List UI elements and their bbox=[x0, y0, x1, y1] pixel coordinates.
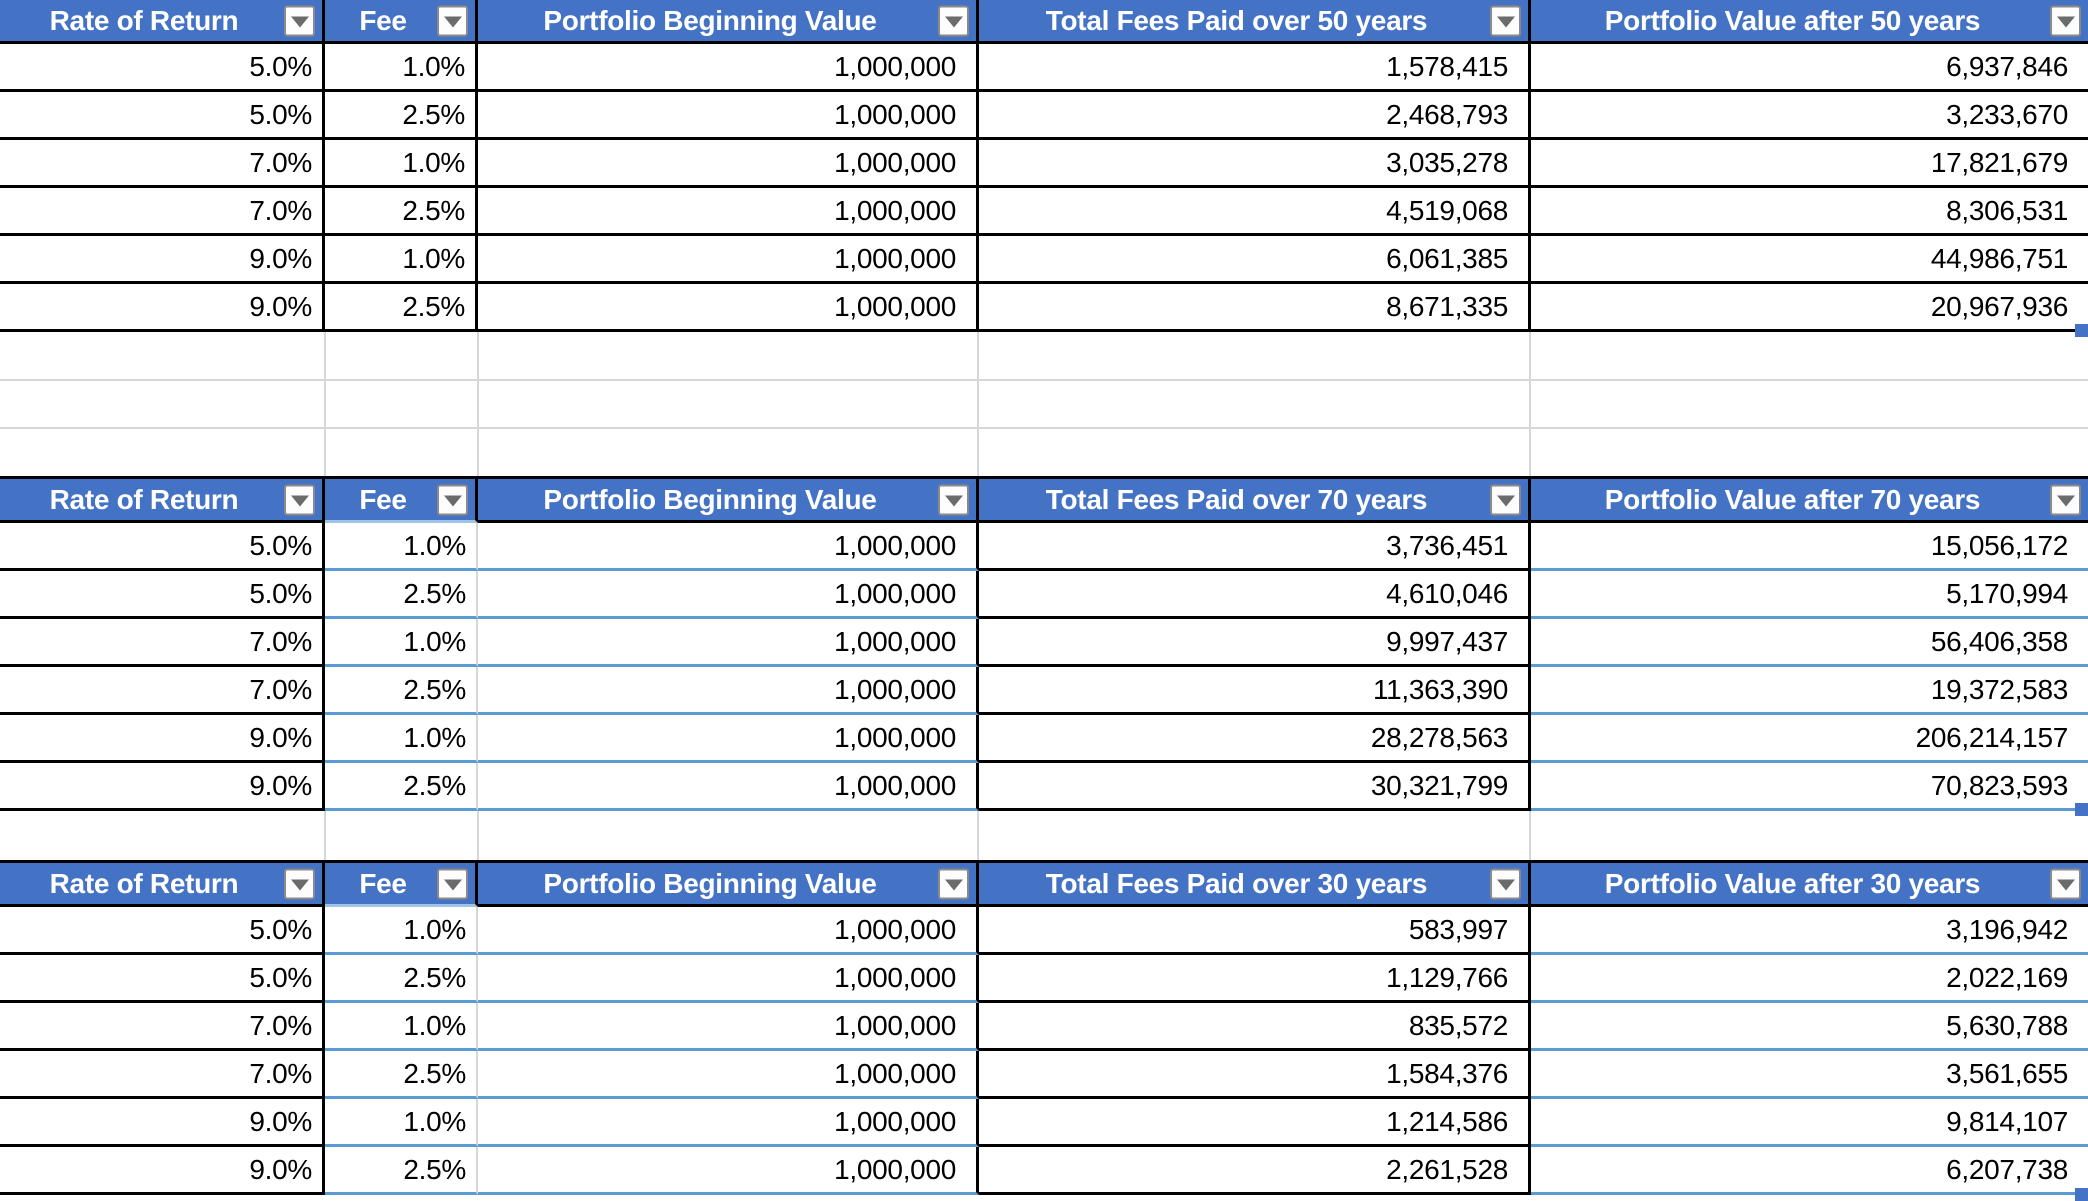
cell-total-fees-paid[interactable]: 11,363,390 bbox=[979, 667, 1531, 715]
column-header-portfolio-beginning-value bbox=[478, 479, 979, 523]
cell-portfolio-beginning-value[interactable]: 1,000,000 bbox=[478, 667, 979, 715]
table-row bbox=[0, 1051, 2088, 1099]
filter-dropdown-icon bbox=[945, 495, 963, 506]
filter-dropdown-icon bbox=[291, 879, 309, 890]
filter-dropdown-icon bbox=[945, 879, 963, 890]
filter-dropdown-button[interactable] bbox=[284, 5, 315, 36]
filter-dropdown-button[interactable] bbox=[1490, 484, 1521, 515]
cell-rate-of-return[interactable]: 7.0% bbox=[0, 1003, 325, 1051]
cell-fee[interactable]: 2.5% bbox=[325, 763, 478, 811]
cell-portfolio-value-after[interactable]: 6,937,846 bbox=[1531, 44, 2088, 92]
cell-portfolio-beginning-value[interactable]: 1,000,000 bbox=[478, 1147, 979, 1195]
filter-dropdown-icon bbox=[1497, 495, 1515, 506]
filter-dropdown-icon bbox=[444, 495, 462, 506]
filter-dropdown-button[interactable] bbox=[1490, 5, 1521, 36]
column-header-rate-of-return bbox=[0, 0, 325, 44]
cell-portfolio-value-after[interactable]: 19,372,583 bbox=[1531, 667, 2088, 715]
cell-fee[interactable]: 2.5% bbox=[325, 188, 478, 236]
cell-rate-of-return[interactable]: 5.0% bbox=[0, 44, 325, 92]
cell-total-fees-paid[interactable]: 8,671,335 bbox=[979, 284, 1531, 332]
table-body bbox=[0, 44, 2088, 332]
filter-dropdown-button[interactable] bbox=[938, 5, 969, 36]
column-header-label: Portfolio Beginning Value bbox=[543, 483, 877, 515]
cell-portfolio-value-after[interactable]: 5,170,994 bbox=[1531, 571, 2088, 619]
cell-fee[interactable]: 1.0% bbox=[325, 523, 478, 571]
cell-portfolio-beginning-value[interactable]: 1,000,000 bbox=[478, 1099, 979, 1147]
filter-dropdown-icon bbox=[444, 879, 462, 890]
column-header-total-fees-paid bbox=[979, 0, 1531, 44]
column-header-label: Portfolio Value after 50 years bbox=[1604, 4, 1981, 36]
cell-fee[interactable]: 2.5% bbox=[325, 571, 478, 619]
cell-fee[interactable]: 1.0% bbox=[325, 715, 478, 763]
filter-dropdown-button[interactable] bbox=[938, 484, 969, 515]
column-header-fee bbox=[325, 479, 478, 523]
cell-rate-of-return[interactable]: 9.0% bbox=[0, 763, 325, 811]
column-header-label: Total Fees Paid over 50 years bbox=[1045, 4, 1428, 36]
cell-total-fees-paid[interactable]: 3,736,451 bbox=[979, 523, 1531, 571]
gridline bbox=[1529, 331, 1531, 476]
filter-dropdown-button[interactable] bbox=[437, 484, 468, 515]
column-header-label: Rate of Return bbox=[49, 867, 239, 899]
cell-total-fees-paid[interactable]: 9,997,437 bbox=[979, 619, 1531, 667]
cell-fee[interactable]: 1.0% bbox=[325, 140, 478, 188]
column-header-label: Total Fees Paid over 30 years bbox=[1045, 867, 1428, 899]
cell-rate-of-return[interactable]: 5.0% bbox=[0, 907, 325, 955]
cell-portfolio-beginning-value[interactable]: 1,000,000 bbox=[478, 1003, 979, 1051]
column-header-label: Fee bbox=[359, 483, 407, 515]
column-header-label: Fee bbox=[359, 867, 407, 899]
cell-portfolio-value-after[interactable]: 5,630,788 bbox=[1531, 1003, 2088, 1051]
column-header-label: Rate of Return bbox=[49, 483, 239, 515]
cell-fee[interactable]: 2.5% bbox=[325, 1147, 478, 1195]
filter-dropdown-button[interactable] bbox=[2050, 484, 2081, 515]
cell-portfolio-beginning-value[interactable]: 1,000,000 bbox=[478, 907, 979, 955]
cell-portfolio-beginning-value[interactable]: 1,000,000 bbox=[478, 44, 979, 92]
filter-dropdown-icon bbox=[945, 16, 963, 27]
cell-rate-of-return[interactable]: 5.0% bbox=[0, 571, 325, 619]
column-header-portfolio-value-after bbox=[1531, 863, 2088, 907]
filter-dropdown-button[interactable] bbox=[284, 484, 315, 515]
cell-total-fees-paid[interactable]: 1,584,376 bbox=[979, 1051, 1531, 1099]
filter-dropdown-button[interactable] bbox=[437, 868, 468, 899]
cell-portfolio-value-after[interactable]: 2,022,169 bbox=[1531, 955, 2088, 1003]
cell-total-fees-paid[interactable]: 1,214,586 bbox=[979, 1099, 1531, 1147]
filter-dropdown-button[interactable] bbox=[938, 868, 969, 899]
cell-portfolio-beginning-value[interactable]: 1,000,000 bbox=[478, 188, 979, 236]
column-header-fee bbox=[325, 0, 478, 44]
table-row bbox=[0, 907, 2088, 955]
filter-dropdown-icon bbox=[2057, 495, 2075, 506]
column-header-label: Fee bbox=[359, 4, 407, 36]
filter-dropdown-icon bbox=[444, 16, 462, 27]
table-resize-handle[interactable] bbox=[2075, 324, 2088, 337]
table-row bbox=[0, 523, 2088, 571]
cell-rate-of-return[interactable]: 9.0% bbox=[0, 284, 325, 332]
cell-rate-of-return[interactable]: 5.0% bbox=[0, 92, 325, 140]
column-header-rate-of-return bbox=[0, 863, 325, 907]
cell-total-fees-paid[interactable]: 4,610,046 bbox=[979, 571, 1531, 619]
filter-dropdown-icon bbox=[1497, 16, 1515, 27]
table-row bbox=[0, 1147, 2088, 1195]
cell-fee[interactable]: 1.0% bbox=[325, 236, 478, 284]
cell-fee[interactable]: 1.0% bbox=[325, 619, 478, 667]
cell-rate-of-return[interactable]: 7.0% bbox=[0, 188, 325, 236]
column-header-portfolio-value-after bbox=[1531, 479, 2088, 523]
header-row bbox=[0, 479, 2088, 523]
cell-rate-of-return[interactable]: 9.0% bbox=[0, 1147, 325, 1195]
cell-rate-of-return[interactable]: 7.0% bbox=[0, 140, 325, 188]
table-resize-handle[interactable] bbox=[2075, 1188, 2088, 1201]
filter-dropdown-button[interactable] bbox=[1490, 868, 1521, 899]
table-body bbox=[0, 523, 2088, 811]
gridline bbox=[477, 811, 479, 860]
cell-portfolio-beginning-value[interactable]: 1,000,000 bbox=[478, 571, 979, 619]
cell-portfolio-beginning-value[interactable]: 1,000,000 bbox=[478, 955, 979, 1003]
cell-rate-of-return[interactable]: 7.0% bbox=[0, 667, 325, 715]
table-row bbox=[0, 1099, 2088, 1147]
column-header-label: Rate of Return bbox=[49, 4, 239, 36]
excel-table-30-years bbox=[0, 860, 2088, 1195]
cell-portfolio-value-after[interactable]: 44,986,751 bbox=[1531, 236, 2088, 284]
header-row bbox=[0, 863, 2088, 907]
table-row bbox=[0, 619, 2088, 667]
column-header-total-fees-paid bbox=[979, 479, 1531, 523]
cell-portfolio-beginning-value[interactable]: 1,000,000 bbox=[478, 236, 979, 284]
cell-rate-of-return[interactable]: 9.0% bbox=[0, 715, 325, 763]
cell-rate-of-return[interactable]: 5.0% bbox=[0, 955, 325, 1003]
filter-dropdown-button[interactable] bbox=[2050, 868, 2081, 899]
cell-total-fees-paid[interactable]: 1,578,415 bbox=[979, 44, 1531, 92]
column-header-label: Portfolio Beginning Value bbox=[543, 867, 877, 899]
header-row bbox=[0, 0, 2088, 44]
table-row bbox=[0, 140, 2088, 188]
cell-rate-of-return[interactable]: 9.0% bbox=[0, 236, 325, 284]
table-body bbox=[0, 907, 2088, 1195]
cell-portfolio-value-after[interactable]: 17,821,679 bbox=[1531, 140, 2088, 188]
gridline bbox=[0, 427, 2088, 429]
gridline bbox=[977, 331, 979, 476]
cell-total-fees-paid[interactable]: 1,129,766 bbox=[979, 955, 1531, 1003]
filter-dropdown-button[interactable] bbox=[437, 5, 468, 36]
cell-fee[interactable]: 1.0% bbox=[325, 44, 478, 92]
gridline bbox=[977, 811, 979, 860]
excel-table-50-years bbox=[0, 0, 2088, 332]
cell-portfolio-beginning-value[interactable]: 1,000,000 bbox=[478, 284, 979, 332]
cell-total-fees-paid[interactable]: 28,278,563 bbox=[979, 715, 1531, 763]
table-resize-handle[interactable] bbox=[2075, 803, 2088, 816]
column-header-total-fees-paid bbox=[979, 863, 1531, 907]
cell-portfolio-value-after[interactable]: 3,561,655 bbox=[1531, 1051, 2088, 1099]
cell-fee[interactable]: 1.0% bbox=[325, 907, 478, 955]
cell-rate-of-return[interactable]: 9.0% bbox=[0, 1099, 325, 1147]
cell-fee[interactable]: 2.5% bbox=[325, 284, 478, 332]
filter-dropdown-icon bbox=[2057, 16, 2075, 27]
cell-total-fees-paid[interactable]: 583,997 bbox=[979, 907, 1531, 955]
cell-portfolio-value-after[interactable]: 70,823,593 bbox=[1531, 763, 2088, 811]
table-row bbox=[0, 763, 2088, 811]
table-row bbox=[0, 236, 2088, 284]
table-row bbox=[0, 1003, 2088, 1051]
filter-dropdown-button[interactable] bbox=[284, 868, 315, 899]
cell-total-fees-paid[interactable]: 4,519,068 bbox=[979, 188, 1531, 236]
cell-fee[interactable]: 2.5% bbox=[325, 1051, 478, 1099]
table-row bbox=[0, 667, 2088, 715]
cell-portfolio-value-after[interactable]: 6,207,738 bbox=[1531, 1147, 2088, 1195]
cell-portfolio-beginning-value[interactable]: 1,000,000 bbox=[478, 92, 979, 140]
filter-dropdown-icon bbox=[291, 16, 309, 27]
cell-portfolio-beginning-value[interactable]: 1,000,000 bbox=[478, 763, 979, 811]
gridline bbox=[324, 811, 326, 860]
cell-portfolio-beginning-value[interactable]: 1,000,000 bbox=[478, 715, 979, 763]
column-header-portfolio-beginning-value bbox=[478, 863, 979, 907]
column-header-portfolio-beginning-value bbox=[478, 0, 979, 44]
table-row bbox=[0, 715, 2088, 763]
column-header-rate-of-return bbox=[0, 479, 325, 523]
table-row bbox=[0, 955, 2088, 1003]
table-row bbox=[0, 92, 2088, 140]
excel-table-70-years bbox=[0, 476, 2088, 811]
table-row bbox=[0, 188, 2088, 236]
cell-rate-of-return[interactable]: 5.0% bbox=[0, 523, 325, 571]
cell-total-fees-paid[interactable]: 6,061,385 bbox=[979, 236, 1531, 284]
cell-portfolio-beginning-value[interactable]: 1,000,000 bbox=[478, 619, 979, 667]
column-header-portfolio-value-after bbox=[1531, 0, 2088, 44]
cell-fee[interactable]: 2.5% bbox=[325, 92, 478, 140]
cell-rate-of-return[interactable]: 7.0% bbox=[0, 1051, 325, 1099]
cell-total-fees-paid[interactable]: 2,468,793 bbox=[979, 92, 1531, 140]
cell-fee[interactable]: 1.0% bbox=[325, 1099, 478, 1147]
cell-portfolio-value-after[interactable]: 15,056,172 bbox=[1531, 523, 2088, 571]
cell-portfolio-value-after[interactable]: 206,214,157 bbox=[1531, 715, 2088, 763]
cell-rate-of-return[interactable]: 7.0% bbox=[0, 619, 325, 667]
cell-fee[interactable]: 1.0% bbox=[325, 1003, 478, 1051]
filter-dropdown-button[interactable] bbox=[2050, 5, 2081, 36]
cell-fee[interactable]: 2.5% bbox=[325, 667, 478, 715]
column-header-label: Portfolio Value after 70 years bbox=[1604, 483, 1981, 515]
table-row bbox=[0, 44, 2088, 92]
cell-portfolio-value-after[interactable]: 3,233,670 bbox=[1531, 92, 2088, 140]
table-row bbox=[0, 571, 2088, 619]
cell-portfolio-value-after[interactable]: 8,306,531 bbox=[1531, 188, 2088, 236]
gridline bbox=[0, 379, 2088, 381]
gridline bbox=[324, 331, 326, 476]
cell-portfolio-value-after[interactable]: 3,196,942 bbox=[1531, 907, 2088, 955]
cell-total-fees-paid[interactable]: 3,035,278 bbox=[979, 140, 1531, 188]
gridline bbox=[1529, 811, 1531, 860]
filter-dropdown-icon bbox=[1497, 879, 1515, 890]
cell-portfolio-beginning-value[interactable]: 1,000,000 bbox=[478, 140, 979, 188]
cell-total-fees-paid[interactable]: 835,572 bbox=[979, 1003, 1531, 1051]
cell-portfolio-beginning-value[interactable]: 1,000,000 bbox=[478, 523, 979, 571]
gridline bbox=[477, 331, 479, 476]
filter-dropdown-icon bbox=[2057, 879, 2075, 890]
column-header-fee bbox=[325, 863, 478, 907]
column-header-label: Total Fees Paid over 70 years bbox=[1045, 483, 1428, 515]
cell-fee[interactable]: 2.5% bbox=[325, 955, 478, 1003]
filter-dropdown-icon bbox=[291, 495, 309, 506]
cell-portfolio-value-after[interactable]: 9,814,107 bbox=[1531, 1099, 2088, 1147]
cell-portfolio-beginning-value[interactable]: 1,000,000 bbox=[478, 1051, 979, 1099]
cell-total-fees-paid[interactable]: 2,261,528 bbox=[979, 1147, 1531, 1195]
cell-total-fees-paid[interactable]: 30,321,799 bbox=[979, 763, 1531, 811]
column-header-label: Portfolio Value after 30 years bbox=[1604, 867, 1981, 899]
table-row bbox=[0, 284, 2088, 332]
column-header-label: Portfolio Beginning Value bbox=[543, 4, 877, 36]
cell-portfolio-value-after[interactable]: 20,967,936 bbox=[1531, 284, 2088, 332]
cell-portfolio-value-after[interactable]: 56,406,358 bbox=[1531, 619, 2088, 667]
